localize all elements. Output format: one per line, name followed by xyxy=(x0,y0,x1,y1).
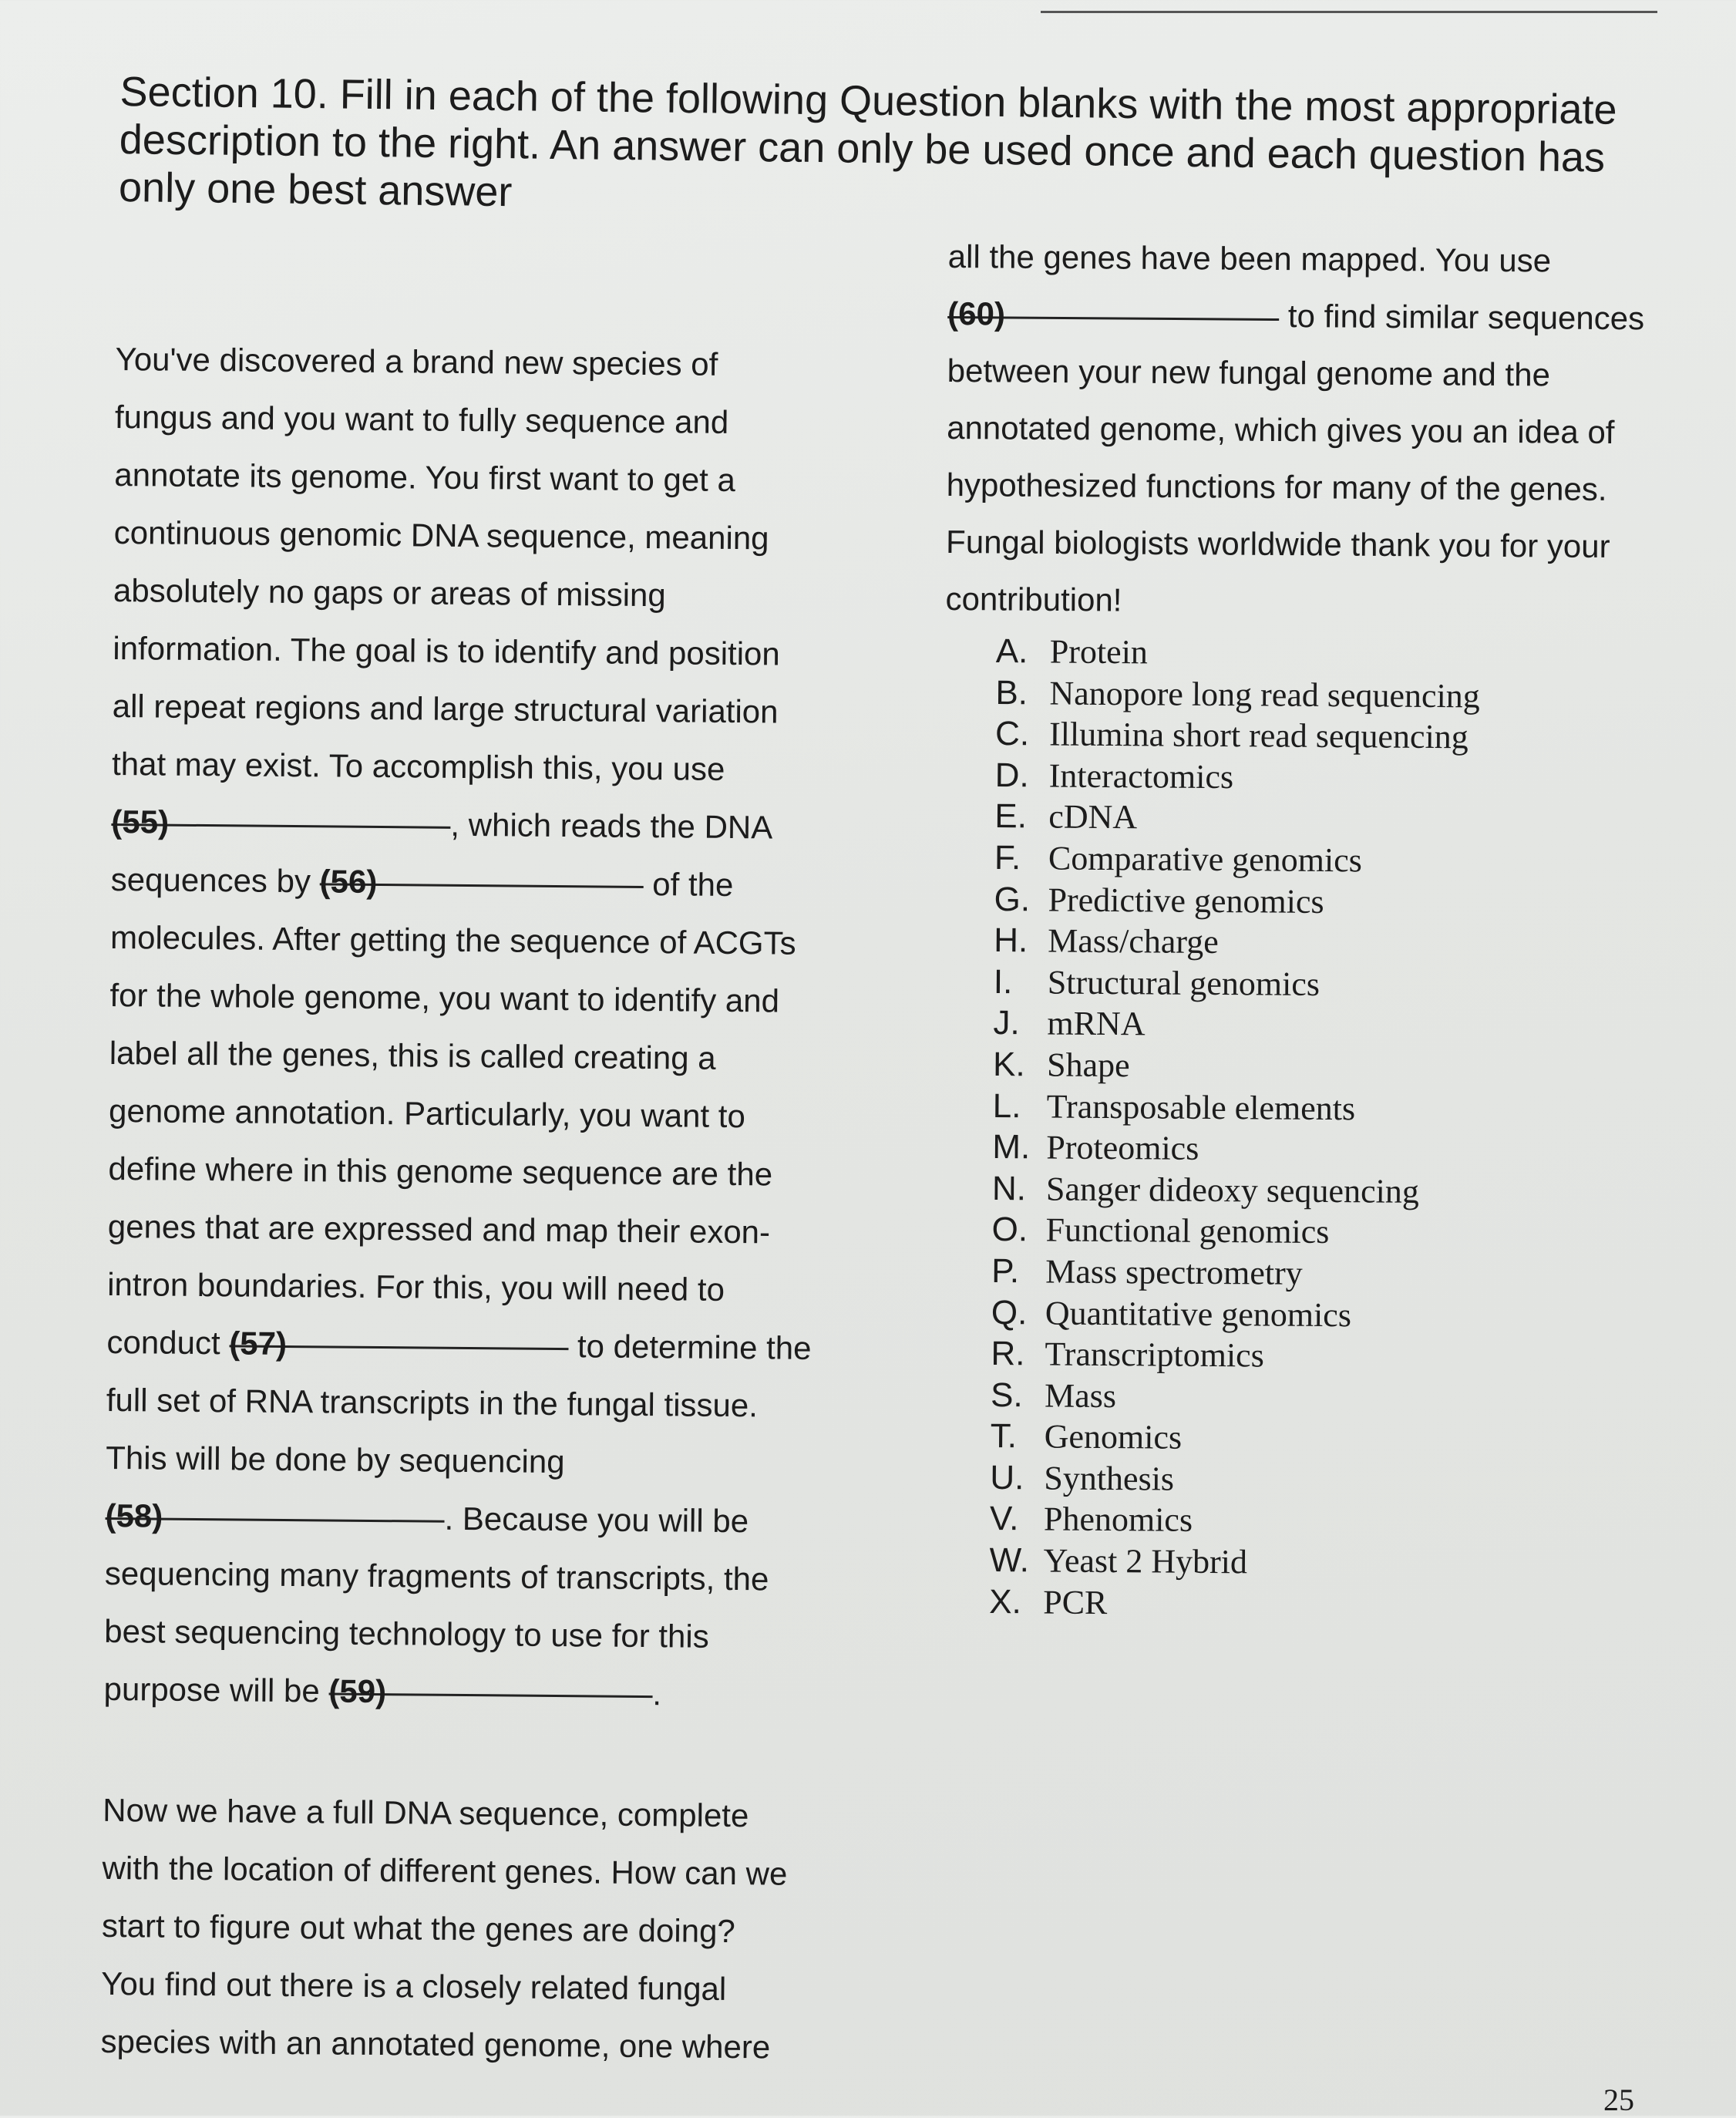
answer-text: PCR xyxy=(1043,1583,1108,1621)
answer-choice xyxy=(993,1002,1579,1048)
passage-text: . Because you will be xyxy=(444,1500,749,1540)
answer-blank-55[interactable] xyxy=(111,793,450,840)
passage-line: intron boundaries. For this, you will need to xyxy=(106,1265,725,1308)
answer-text: Mass spectrometry xyxy=(1045,1252,1303,1292)
passage-line: with the location of different genes. How can we xyxy=(102,1849,788,1892)
answer-choice xyxy=(989,1581,1575,1627)
passage-line xyxy=(110,850,882,915)
answer-letter: V. xyxy=(989,1500,1019,1538)
answer-choice xyxy=(994,961,1580,1007)
passage-line: information. The goal is to identify and position xyxy=(113,629,780,672)
paragraph-gap xyxy=(103,1718,875,1788)
passage-text: , which reads the DNA xyxy=(450,806,773,846)
passage-line: Fungal biologists worldwide thank you for your xyxy=(945,523,1610,565)
passage-line: between your new fungal genome and the xyxy=(947,352,1551,393)
passage-line: label all the genes, this is called creating a xyxy=(109,1034,716,1076)
answer-text: Protein xyxy=(1049,632,1149,672)
answer-text: Sanger dideoxy sequencing xyxy=(1045,1170,1419,1211)
passage-text: of the xyxy=(652,866,734,904)
answer-choice xyxy=(996,631,1582,676)
answer-letter: W. xyxy=(989,1541,1030,1580)
answer-choice xyxy=(991,1209,1577,1254)
answer-text: Functional genomics xyxy=(1045,1211,1330,1251)
answer-letter: A. xyxy=(995,631,1028,671)
question-number-55: (55) xyxy=(111,803,170,840)
answer-letter: X. xyxy=(989,1582,1021,1621)
answer-choice xyxy=(992,1126,1578,1172)
top-rule xyxy=(1041,11,1657,13)
passage-line: define where in this genome sequence are the xyxy=(108,1150,773,1193)
answer-letter: R. xyxy=(991,1335,1025,1373)
passage-line: best sequencing technology to use for this xyxy=(104,1612,709,1655)
answer-choice xyxy=(989,1540,1575,1585)
answer-text: mRNA xyxy=(1047,1004,1146,1043)
answer-letter: E. xyxy=(994,797,1028,836)
passage-line: absolutely no gaps or areas of missing xyxy=(113,571,666,614)
answer-text: Synthesis xyxy=(1044,1459,1175,1498)
answer-text: Nanopore long read sequencing xyxy=(1049,674,1480,715)
answer-choice xyxy=(991,1251,1577,1296)
answer-text: Predictive genomics xyxy=(1048,881,1324,921)
passage-line xyxy=(106,1313,878,1378)
passage-line: molecules. After getting the sequence of ACGTs xyxy=(109,918,796,961)
answer-letter: C. xyxy=(994,715,1030,753)
answer-choice xyxy=(995,713,1581,759)
answer-text: Shape xyxy=(1046,1046,1130,1085)
passage-left-column xyxy=(100,330,887,2077)
answer-letter: T. xyxy=(990,1417,1018,1456)
answer-choice xyxy=(994,879,1580,924)
answer-choice xyxy=(991,1416,1576,1461)
passage-line: for the whole genome, you want to identify and xyxy=(109,976,780,1019)
answer-letter: O. xyxy=(991,1211,1028,1249)
answer-letter: J. xyxy=(993,1004,1020,1042)
passage-text: to find similar sequences xyxy=(1287,298,1645,337)
passage-line: genome annotation. Particularly, you want to xyxy=(108,1092,746,1135)
passage-text: conduct xyxy=(106,1323,220,1362)
answer-choice xyxy=(994,920,1580,965)
passage-line: Now we have a full DNA sequence, complete xyxy=(103,1791,749,1834)
passage-line: hypothesized functions for many of the genes. xyxy=(946,466,1607,507)
answer-letter: B. xyxy=(995,673,1028,712)
answer-blank-56[interactable] xyxy=(319,852,644,900)
passage-line: full set of RNA transcripts in the fungal tissue. xyxy=(106,1381,759,1424)
passage-line: fungus and you want to fully sequence and xyxy=(114,398,729,440)
answer-text: Proteomics xyxy=(1046,1128,1199,1167)
answer-text: cDNA xyxy=(1048,797,1138,837)
answer-choice xyxy=(993,1044,1579,1089)
question-number-56: (56) xyxy=(319,863,378,900)
passage-text: sequences by xyxy=(110,860,311,900)
answer-letter: M. xyxy=(992,1128,1031,1167)
answer-blank-60[interactable] xyxy=(947,285,1279,332)
answer-letter: F. xyxy=(994,838,1021,877)
answer-text: Yeast 2 Hybrid xyxy=(1043,1541,1248,1581)
answer-blank-57[interactable] xyxy=(229,1314,568,1362)
answer-choice xyxy=(991,1375,1576,1420)
passage-line: annotated genome, which gives you an idea of xyxy=(947,409,1615,451)
answer-choice xyxy=(994,837,1580,883)
passage-line: all repeat regions and large structural variation xyxy=(112,687,779,730)
answer-letter: I. xyxy=(993,962,1013,1001)
passage-right-column xyxy=(945,228,1680,633)
answer-choice xyxy=(995,672,1581,718)
passage-line: sequencing many fragments of transcripts, the xyxy=(104,1554,769,1598)
answer-text: Genomics xyxy=(1044,1417,1183,1456)
answer-blank-58[interactable] xyxy=(105,1487,445,1534)
answer-letter: U. xyxy=(990,1458,1024,1497)
passage-line xyxy=(947,285,1680,348)
answer-text: Comparative genomics xyxy=(1048,839,1363,880)
page-number: 25 xyxy=(1603,2083,1634,2117)
question-number-60: (60) xyxy=(947,295,1006,332)
answer-letter: H. xyxy=(994,921,1028,960)
answer-choice xyxy=(993,1086,1579,1131)
passage-line: annotate its genome. You first want to get a xyxy=(114,456,736,499)
passage-line: start to figure out what the genes are doing? xyxy=(101,1907,735,1950)
passage-text: . xyxy=(652,1675,662,1712)
answer-text: Illumina short read sequencing xyxy=(1048,715,1469,756)
answer-text: Interactomics xyxy=(1048,756,1234,796)
answer-choice xyxy=(991,1291,1577,1337)
answer-text: Transposable elements xyxy=(1046,1087,1356,1127)
passage-line xyxy=(103,1660,875,1725)
passage-line: contribution! xyxy=(945,580,1122,618)
passage-line: You find out there is a closely related fungal xyxy=(101,1965,727,2007)
answer-choice xyxy=(992,1168,1578,1214)
answer-text: Mass xyxy=(1044,1376,1117,1415)
passage-line: genes that are expressed and map their exon- xyxy=(107,1207,771,1251)
passage-line: that may exist. To accomplish this, you use xyxy=(111,745,725,787)
answer-letter: G. xyxy=(994,880,1031,918)
answer-letter: L. xyxy=(992,1086,1021,1125)
answer-letter: D. xyxy=(994,756,1029,795)
answer-text: Structural genomics xyxy=(1047,963,1321,1003)
answer-choice xyxy=(994,796,1580,841)
answer-choice xyxy=(991,1333,1576,1379)
passage-line xyxy=(105,1487,876,1551)
section-heading: Section 10. Fill in each of the following Question blanks with the most appropriate description to the right. An answer can only be used once and each question has only one best answer xyxy=(118,68,1617,216)
answer-text: Quantitative genomics xyxy=(1045,1293,1352,1334)
passage-line: This will be done by sequencing xyxy=(106,1439,565,1480)
answer-choice xyxy=(990,1498,1576,1544)
answer-text: Mass/charge xyxy=(1048,921,1219,961)
answer-choices-list xyxy=(989,631,1582,1627)
passage-line xyxy=(111,793,883,857)
question-number-57: (57) xyxy=(229,1325,288,1362)
answer-choice xyxy=(995,755,1581,800)
answer-letter: K. xyxy=(992,1045,1025,1084)
answer-blank-59[interactable] xyxy=(328,1662,652,1710)
question-number-59: (59) xyxy=(328,1672,387,1710)
passage-text: purpose will be xyxy=(103,1670,320,1709)
passage-line: species with an annotated genome, one where xyxy=(100,2022,771,2066)
passage-line: continuous genomic DNA sequence, meaning xyxy=(113,514,769,557)
answer-choice xyxy=(990,1457,1576,1503)
answer-text: Transcriptomics xyxy=(1045,1335,1264,1375)
answer-letter: S. xyxy=(990,1376,1023,1414)
passage-line: all the genes have been mapped. You use xyxy=(947,237,1552,279)
question-number-58: (58) xyxy=(105,1497,163,1534)
answer-letter: P. xyxy=(991,1251,1020,1291)
answer-text: Phenomics xyxy=(1043,1500,1193,1540)
answer-letter: Q. xyxy=(991,1293,1028,1332)
passage-text: to determine the xyxy=(577,1328,812,1366)
passage-line: You've discovered a brand new species of xyxy=(115,340,718,382)
answer-letter: N. xyxy=(991,1169,1027,1208)
